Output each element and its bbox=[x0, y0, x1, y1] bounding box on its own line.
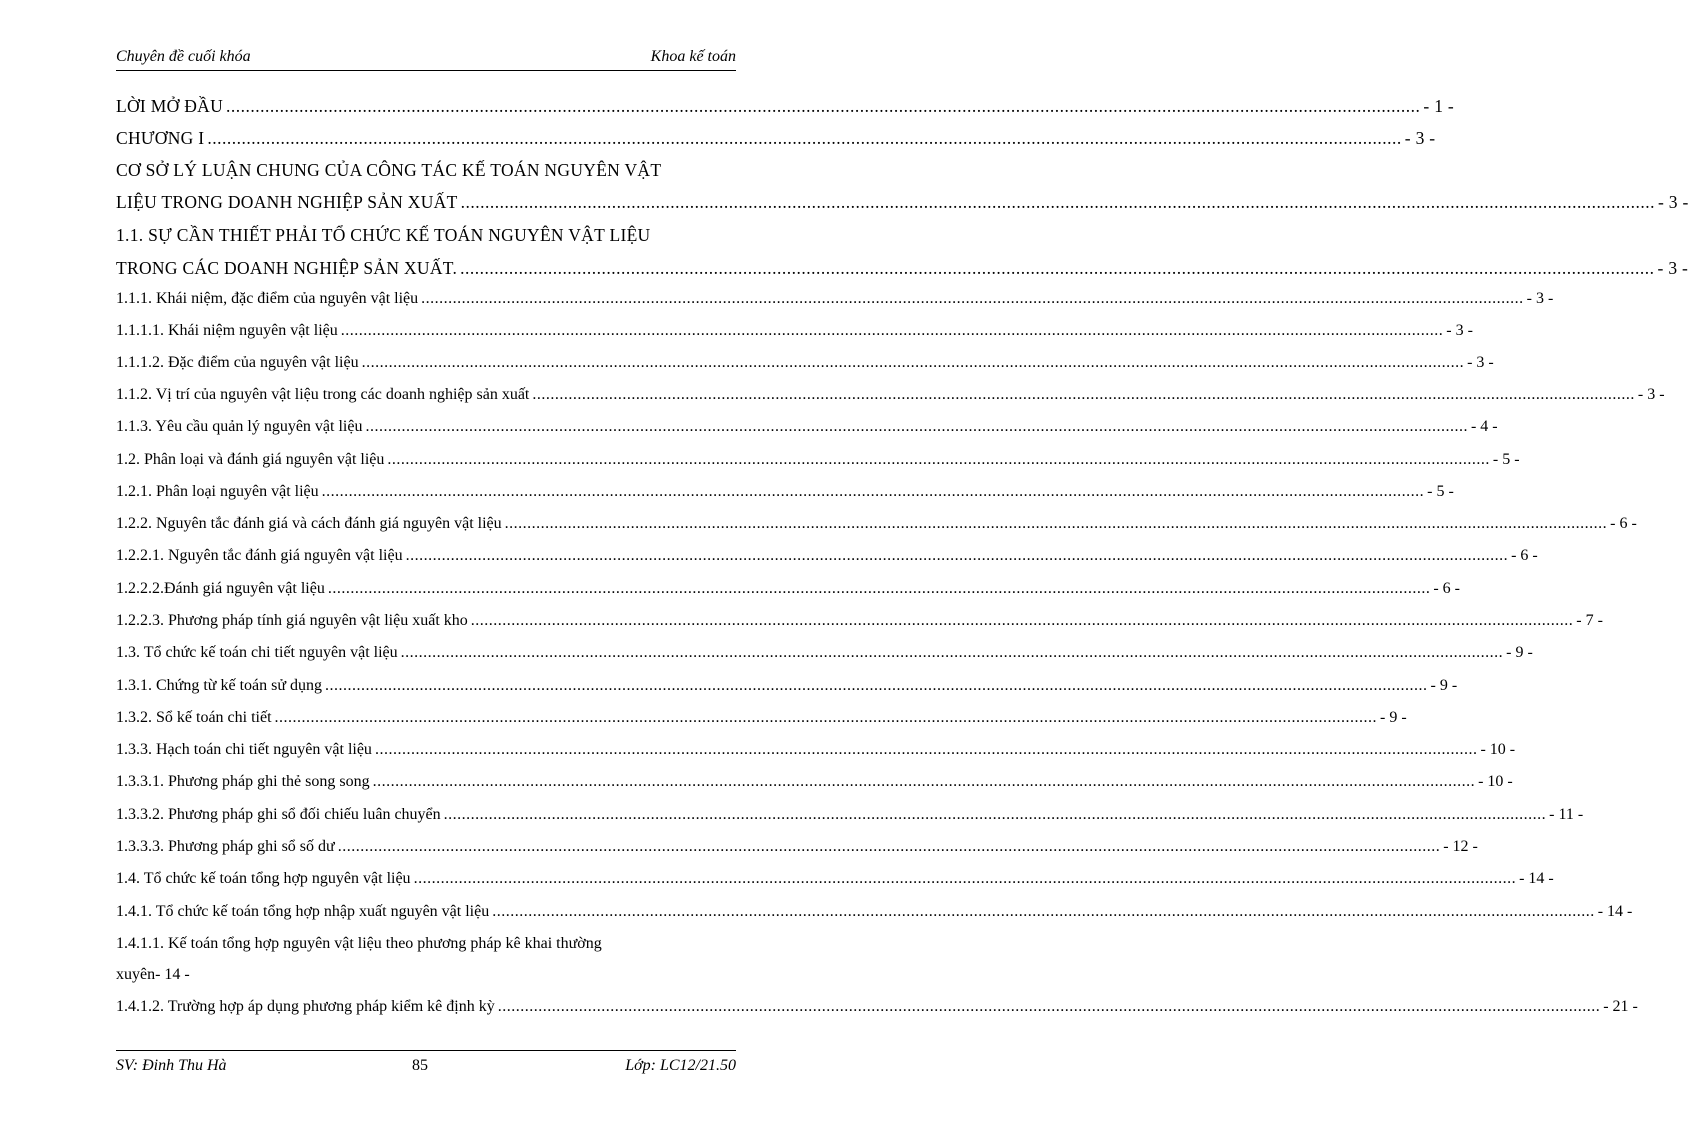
toc-entry[interactable]: 1.1.2. Vị trí của nguyên vật liệu trong các doanh nghiệp sản xuất ..... - 3 - bbox=[116, 386, 736, 408]
toc-entry[interactable]: TRONG CÁC DOANH NGHIỆP SẢN XUẤT. ..... - 3 - bbox=[116, 258, 736, 280]
toc-entry[interactable]: 1.4.1.2. Trường hợp áp dụng phương pháp kiểm kê định kỳ ..... - 21 - bbox=[116, 998, 736, 1020]
toc-entry[interactable]: 1.2.1. Phân loại nguyên vật liệu ..... - 5 - bbox=[116, 483, 736, 505]
toc-entry[interactable]: LIỆU TRONG DOANH NGHIỆP SẢN XUẤT ..... - 3 - bbox=[116, 192, 736, 214]
toc-entry[interactable]: 1.1.1.1. Khái niệm nguyên vật liệu ..... - 3 - bbox=[116, 322, 736, 344]
toc-entry[interactable]: 1.3. Tổ chức kế toán chi tiết nguyên vật liệu ..... - 9 - bbox=[116, 644, 736, 666]
footer-author: SV: Đinh Thu Hà bbox=[116, 1057, 227, 1074]
toc-entry[interactable]: 1.2.2.2.Đánh giá nguyên vật liệu ..... - 6 - bbox=[116, 580, 736, 602]
toc-entry[interactable]: 1.2.2.1. Nguyên tắc đánh giá nguyên vật liệu ..... - 6 - bbox=[116, 547, 736, 569]
toc-entry[interactable]: 1.3.1. Chứng từ kế toán sử dụng ..... - 9 - bbox=[116, 677, 736, 699]
header-right: Khoa kế toán bbox=[650, 48, 736, 65]
toc-entry[interactable]: CƠ SỞ LÝ LUẬN CHUNG CỦA CÔNG TÁC KẾ TOÁN NGUYÊN VẬT bbox=[116, 160, 662, 180]
toc-entry[interactable]: 1.3.3. Hạch toán chi tiết nguyên vật liệu ..... - 10 - bbox=[116, 741, 736, 763]
toc-entry[interactable]: 1.4.1.1. Kế toán tổng hợp nguyên vật liệu theo phương pháp kê khai thường bbox=[116, 935, 602, 952]
page-footer bbox=[116, 1050, 736, 1079]
toc-entry[interactable]: LỜI MỞ ĐẦU ..... - 1 - bbox=[116, 96, 736, 118]
toc-entry[interactable]: 1.2.2. Nguyên tắc đánh giá và cách đánh giá nguyên vật liệu ..... - 6 - bbox=[116, 515, 736, 537]
toc-entry[interactable]: 1.3.2. Sổ kế toán chi tiết ..... - 9 - bbox=[116, 709, 736, 731]
toc-entry[interactable]: CHƯƠNG I ..... - 3 - bbox=[116, 128, 736, 150]
toc-entry[interactable]: 1.3.3.1. Phương pháp ghi thẻ song song ..... - 10 - bbox=[116, 773, 736, 795]
footer-class: Lớp: LC12/21.50 bbox=[625, 1057, 736, 1074]
toc-entry[interactable]: 1.2.2.3. Phương pháp tính giá nguyên vật liệu xuất kho ..... - 7 - bbox=[116, 612, 736, 634]
toc-entry[interactable]: xuyên- 14 - bbox=[116, 966, 190, 983]
page-number: 85 bbox=[412, 1057, 428, 1074]
toc-entry[interactable]: 1.1.3. Yêu cầu quản lý nguyên vật liệu ..... - 4 - bbox=[116, 418, 736, 440]
toc-entry[interactable]: 1.1.1. Khái niệm, đặc điểm của nguyên vật liệu ..... - 3 - bbox=[116, 290, 736, 312]
toc-entry[interactable]: 1.2. Phân loại và đánh giá nguyên vật liệu ..... - 5 - bbox=[116, 451, 736, 473]
toc-entry[interactable]: 1.3.3.2. Phương pháp ghi sổ đối chiếu luân chuyển ..... - 11 - bbox=[116, 806, 736, 828]
header-left: Chuyên đề cuối khóa bbox=[116, 48, 251, 65]
toc-entry[interactable]: 1.1. SỰ CẦN THIẾT PHẢI TỔ CHỨC KẾ TOÁN NGUYÊN VẬT LIỆU bbox=[116, 225, 651, 245]
toc-entry[interactable]: 1.4.1. Tổ chức kế toán tổng hợp nhập xuất nguyên vật liệu ..... - 14 - bbox=[116, 903, 736, 925]
page-header bbox=[116, 48, 736, 71]
toc-entry[interactable]: 1.4. Tổ chức kế toán tổng hợp nguyên vật liệu ..... - 14 - bbox=[116, 870, 736, 892]
toc-entry[interactable]: 1.1.1.2. Đặc điểm của nguyên vật liệu ..... - 3 - bbox=[116, 354, 736, 376]
toc-entry[interactable]: 1.3.3.3. Phương pháp ghi sổ số dư ..... - 12 - bbox=[116, 838, 736, 860]
